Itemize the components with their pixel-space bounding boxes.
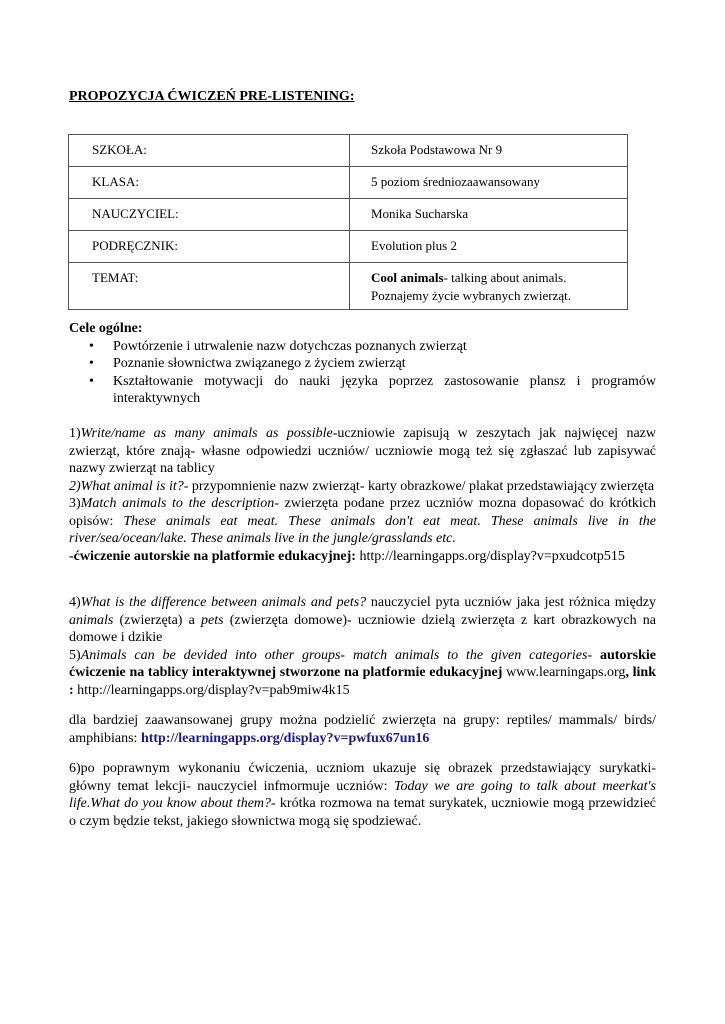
exercise-1: 1)Write/name as many animals as possible-uczniowie zapisują w zeszytach jak najwięcej nazw zwierząt, które znają- własne odpowiedzi uczniów/ uczniowie mogą też się zgłaszać lub zapisywać nazwy zwierząt na tablicy	[69, 426, 656, 476]
learningapps-link[interactable]: http://learningapps.org/display?v=pab9miw4k15	[73, 682, 350, 698]
row-value: Monika Sucharska	[350, 199, 628, 231]
list-item: • Kształtowanie motywacji do nauki języka poprzez zastosowanie plansz i programów interaktywnych	[89, 373, 656, 406]
advanced-group-note: dla bardziej zaawansowanej grupy można podzielić zwierzęta na grupy: reptiles/ mammals/ birds/ amphibians: http://learningapps.org/display?v=pwfux67un16	[69, 713, 656, 746]
row-label: NAUCZYCIEL:	[69, 199, 350, 231]
row-label: KLASA:	[69, 167, 350, 199]
row-label: SZKOŁA:	[69, 135, 350, 167]
goals-section	[69, 320, 656, 408]
exercise-6: 6)po poprawnym wykonaniu ćwiczenia, uczniom ukazuje się obrazek przedstawiający surykatki- główny temat lekcji- nauczyciel infmormuje uczniów: Today we are going to talk about meerkat's life.What do you know about them?- krótka rozmowa na temat surykatek, uczniowie mogą przewidzieć o czym będzie tekst, jakiego słownictwa mogą się spodziewać.	[69, 761, 656, 829]
exercise-2: 2)What animal is it?- przypomnienie nazw zwierząt- karty obrazkowe/ plakat przedstawiający zwierzęta	[69, 478, 655, 494]
exercise-3-link: -ćwiczenie autorskie na platformie edukacyjnej: http://learningapps.org/display?v=pxudcotp515	[69, 548, 625, 564]
topic-title: Cool animals	[371, 270, 444, 285]
row-label: TEMAT:	[69, 263, 350, 310]
row-value: Szkoła Podstawowa Nr 9	[350, 135, 628, 167]
topic-subtitle: - talking about animals.	[443, 270, 567, 285]
table-row	[69, 135, 628, 167]
lesson-info-table	[68, 134, 628, 310]
page-title: PROPOZYCJA ĆWICZEŃ PRE-LISTENING:	[69, 89, 355, 104]
row-value: Evolution plus 2	[350, 231, 628, 263]
exercises-4-5	[69, 594, 656, 699]
list-item: • Powtórzenie i utrwalenie nazw dotychczas poznanych zwierząt	[89, 338, 467, 354]
goals-list	[69, 338, 656, 408]
exercises-1-3	[69, 425, 656, 565]
row-value: 5 poziom średniozaawansowany	[350, 167, 628, 199]
table-row	[69, 263, 628, 310]
list-item: • Poznanie słownictwa związanego z życiem zwierząt	[89, 356, 406, 371]
learningapps-link[interactable]: http://learningapps.org/display?v=pwfux67un16	[140, 730, 430, 746]
bullet-icon: •	[89, 373, 94, 389]
topic-description: Poznajemy życie wybranych zwierząt.	[371, 287, 571, 303]
table-row	[69, 199, 628, 231]
row-label: PODRĘCZNIK:	[69, 231, 350, 263]
table-row	[69, 167, 628, 199]
exercise-3: 3)Match animals to the description- zwierzęta podane przez uczniów mozna dopasować do krótkich opisów: These animals eat meat. These animals don't eat meat. These animals live in the river/sea/ocean/lake. These animals live in the jungle/grasslands etc.	[69, 496, 657, 546]
learningapps-link[interactable]: http://learningapps.org/display?v=pxudcotp515	[355, 548, 625, 564]
exercise-5: 5)Animals can be devided into other groups- match animals to the given categories- autorskie ćwiczenie na tablicy interaktywnej stworzone na platformie edukacyjnej www.learningaps.org, link : http://learningapps.org/display?v=pab9miw4k15	[69, 647, 656, 698]
bullet-icon: •	[89, 356, 94, 371]
site-link[interactable]: www.learningaps.org	[502, 665, 626, 680]
table-row	[69, 231, 628, 263]
goals-heading: Cele ogólne:	[69, 321, 143, 336]
bullet-icon: •	[89, 338, 94, 354]
row-value	[350, 263, 628, 310]
exercise-4: 4)What is the difference between animals and pets? nauczyciel pyta uczniów jaka jest różnica między animals (zwierzęta) a pets (zwierzęta domowe)- uczniowie dzielą zwierzęta z kart obrazkowych na domowe i dzikie	[69, 595, 656, 645]
